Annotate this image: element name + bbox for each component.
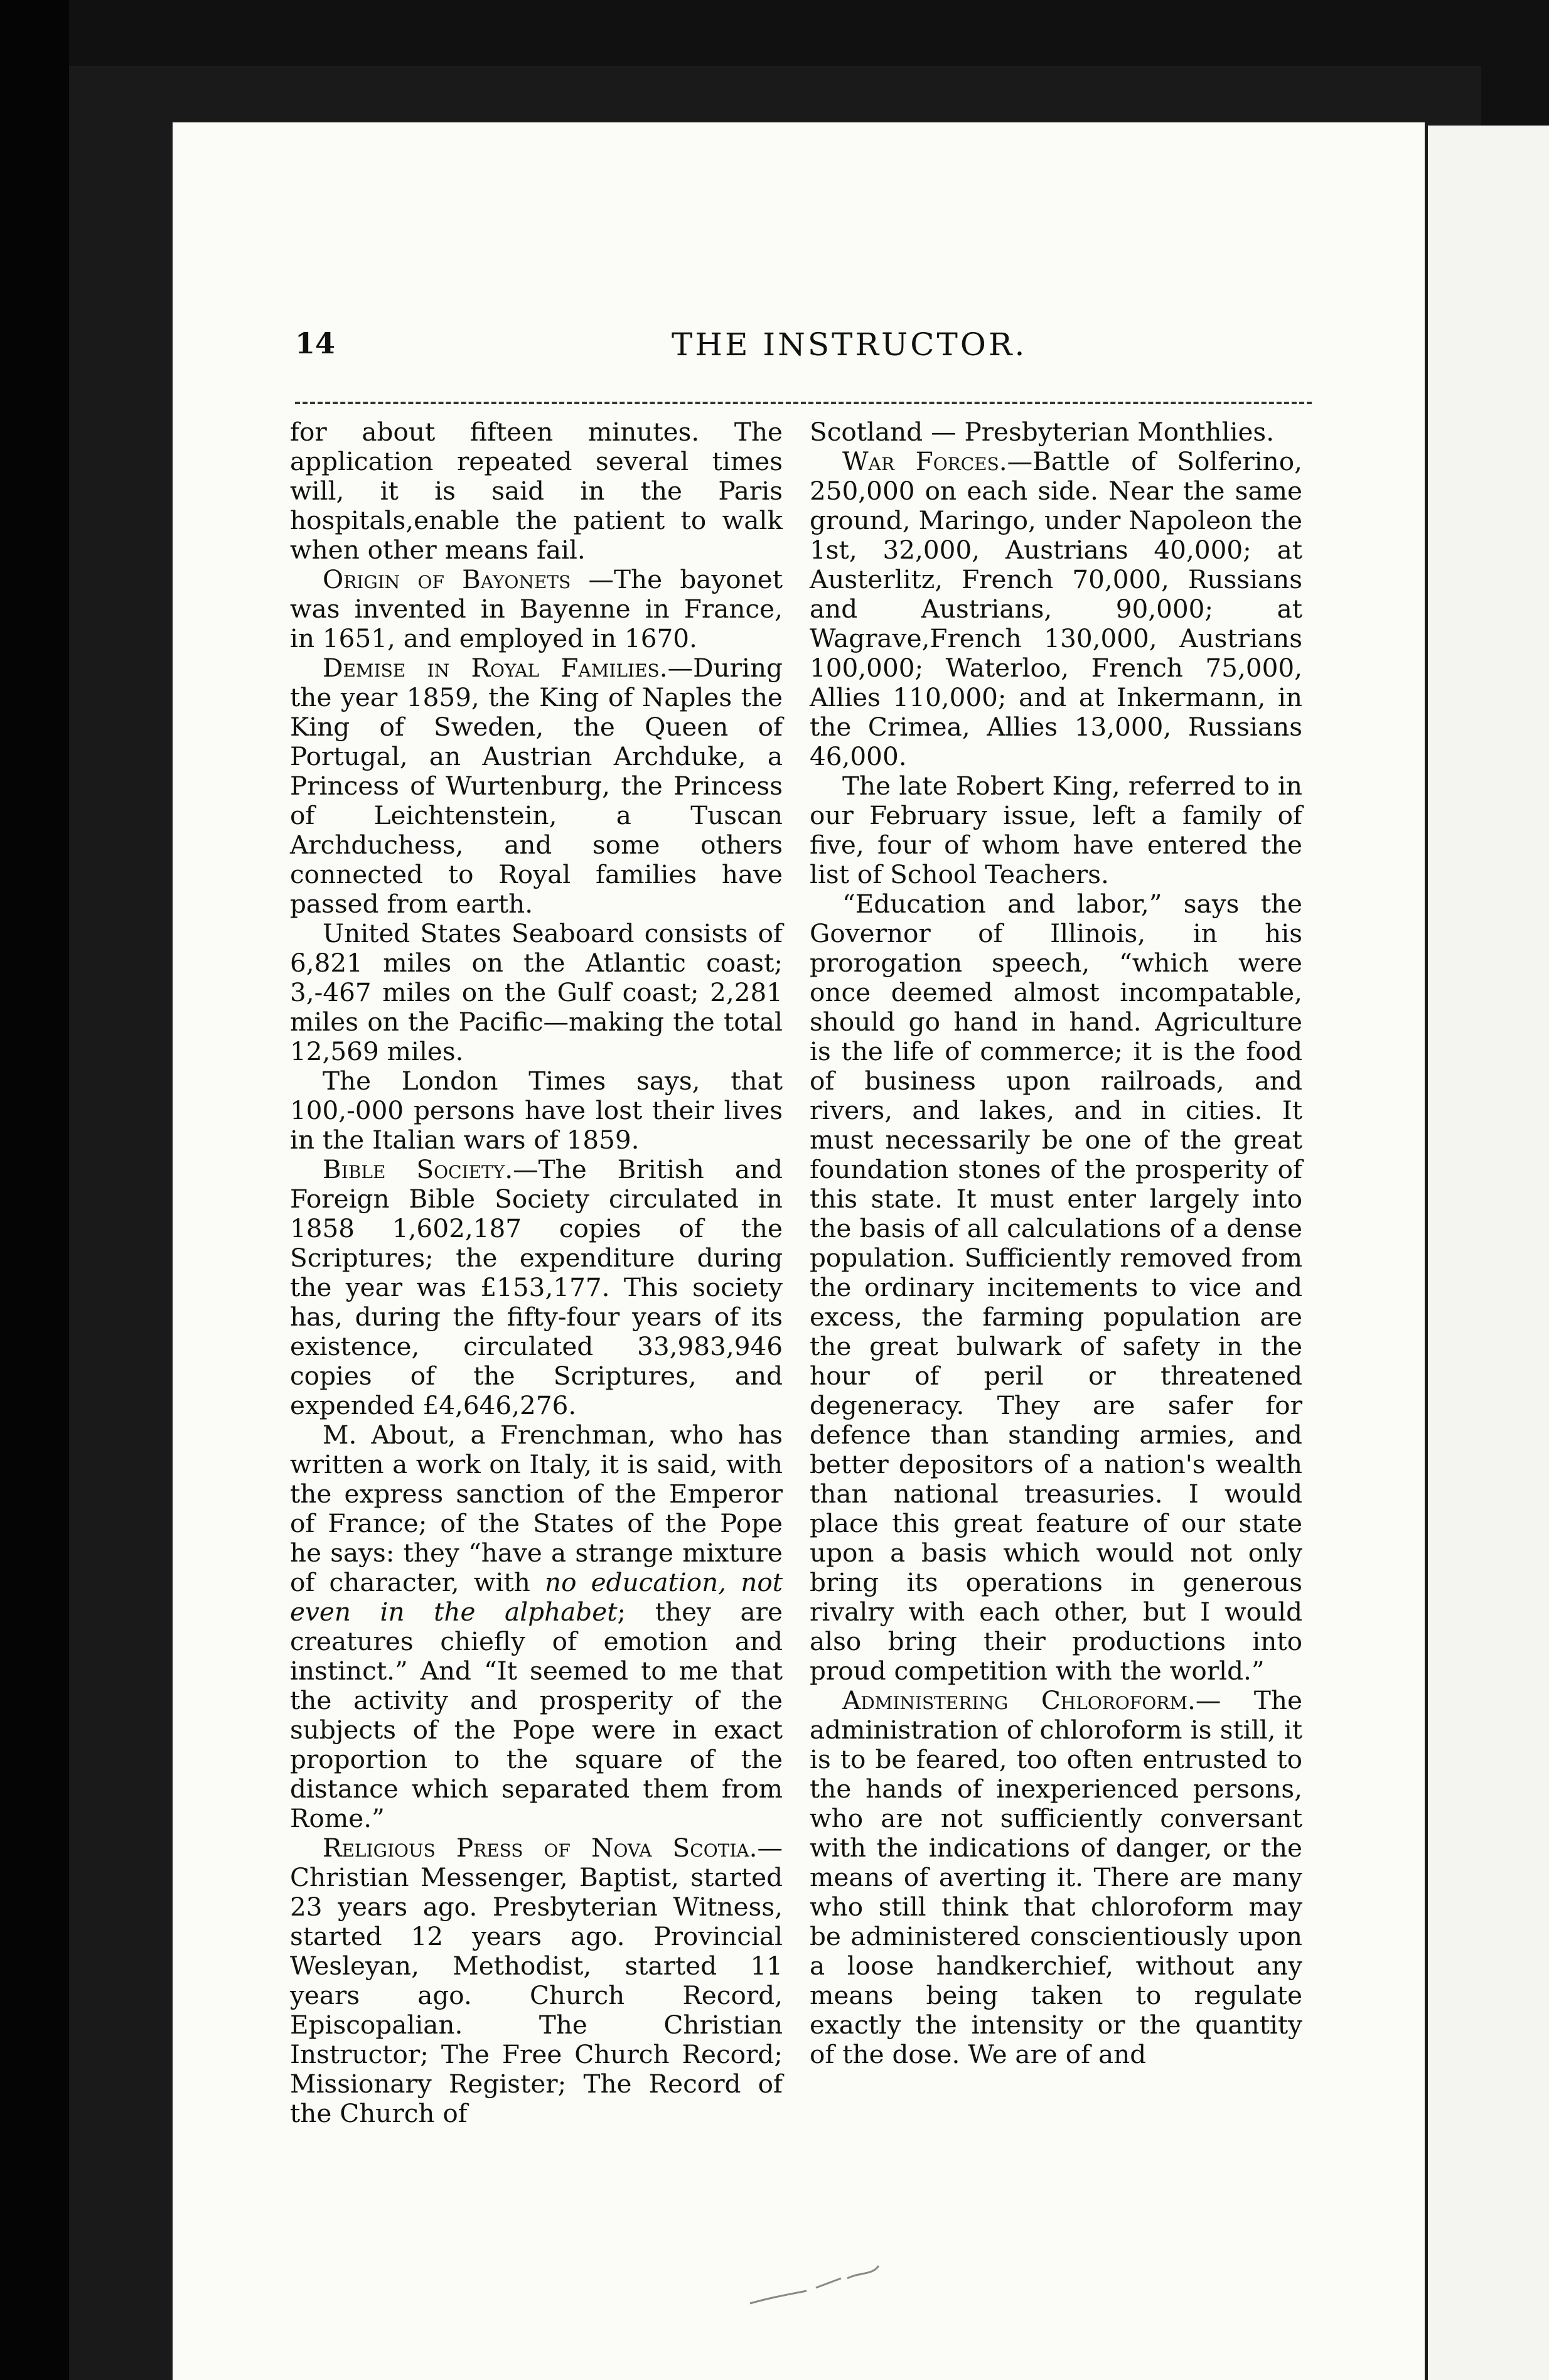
scan-left-shadow [0, 0, 69, 2380]
paragraph-text: The late Robert King, referred to in our February issue, left a family of five, four of whom have entered the list of School Teachers. [810, 771, 1302, 889]
paragraph-text: —The bayonet was invented in Bayenne in France, in 1651, and employed in 1670. [290, 564, 783, 653]
paragraph [290, 1420, 783, 1833]
paragraph-heading: War Forces. [842, 446, 1007, 476]
paragraph-text: “Education and labor,” says the Governor of Illinois, in his prorogation speech, “which were once deemed almost incompatable, should go hand in hand. Agriculture is the life of commerce; it is the food of business upon railroads, and rivers, and lakes, and in cities. It must necessarily be one of the great foundation stones of the prosperity of this state. It must enter largely into the basis of all calculations of a dense population. Sufficiently removed from the ordinary incitements to vice and excess, the farming population are the great bulwark of safety in the hour of peril or threatened degeneracy. They are safer for defence than standing armies, and better depositors of a nation's wealth than national treasuries. I would place this great feature of our state upon a basis which would not only bring its operations in generous rivalry with each other, but I would also bring their productions into proud competition with the world.” [810, 889, 1302, 1686]
paragraph [810, 771, 1302, 889]
paragraph [290, 653, 783, 919]
right-column [810, 417, 1302, 2069]
header-rule [295, 402, 1312, 404]
paragraph-text: — The administration of chloroform is still, it is to be feared, too often entrusted to the hands of inexperienced persons, who are not sufficiently conversant with the indications of danger, or the means of averting it. There are many who still think that chloroform may be administered conscientiously upon a loose handkerchief, without any means being taken to regulate exactly the intensity or the quantity of the dose. We are of and [810, 1685, 1302, 2069]
paragraph [810, 447, 1302, 771]
paragraph-heading: Origin of Bayonets [323, 564, 571, 594]
page-number: 14 [295, 326, 336, 360]
paragraph-text: —Battle of Solferino, 250,000 on each side. Near the same ground, Maringo, under Napoleon the 1st, 32,000, Austrians 40,000; at Austerlitz, French 70,000, Russians and Austrians, 90,000; at Wagrave,French 130,000, Austrians 100,000; Waterloo, French 75,000, Allies 110,000; and at Inkermann, in the Crimea, Allies 13,000, Russians 46,000. [810, 446, 1302, 771]
paragraph-text: for about fifteen minutes. The application repeated several times will, it is said in the Paris hospitals,enable the patient to walk when other means fail. [290, 417, 783, 565]
page-header [295, 326, 1312, 383]
paragraph [810, 417, 1302, 447]
paragraph-text: —The British and Foreign Bible Society circulated in 1858 1,602,187 copies of the Scriptures; the expenditure during the year was £153,177. This society has, during the fifty-four years of its existence, circulated 33,983,946 copies of the Scriptures, and expended £4,646,276. [290, 1154, 783, 1420]
paragraph [810, 889, 1302, 1686]
paragraph [290, 1066, 783, 1155]
adjacent-page-edge [1428, 126, 1549, 2380]
paragraph-text: —During the year 1859, the King of Naples the King of Sweden, the Queen of Portugal, an Austrian Archduke, a Princess of Wurtenburg, the Princess of Leichtenstein, a Tuscan Archduchess, and some others connected to Royal families have passed from earth. [290, 653, 783, 919]
paragraph-text: —Christian Messenger, Baptist, started 23 years ago. Presbyterian Witness, started 12 years ago. Provincial Wesleyan, Methodist, started 11 years ago. Church Record, Episcopalian. The Christian Instructor; The Free Church Record; Missionary Register; The Record of the Church of [290, 1833, 783, 2128]
paragraph [290, 919, 783, 1066]
running-title: THE INSTRUCTOR. [672, 326, 1027, 363]
paragraph-heading: Demise in Royal Families. [323, 653, 668, 683]
paragraph [290, 417, 783, 565]
paragraph [810, 1686, 1302, 2069]
paragraph [290, 1833, 783, 2128]
paragraph-heading: Bible Society. [323, 1154, 513, 1184]
paragraph [290, 565, 783, 653]
paragraph-heading: Administering Chloroform. [842, 1685, 1196, 1715]
paragraph-text: ; they are creatures chiefly of emotion and instinct.” And “It seemed to me that the activity and prosperity of the subjects of the Pope were in exact proportion to the square of the distance which separated them from Rome.” [290, 1597, 783, 1833]
left-column [290, 417, 783, 2128]
paragraph-text: The London Times says, that 100,-000 persons have lost their lives in the Italian wars of 1859. [290, 1066, 783, 1155]
paragraph-text: Scotland — Presbyterian Monthlies. [810, 417, 1275, 447]
paragraph-text: M. About, a Frenchman, who has written a work on Italy, it is said, with the express sanction of the Emperor of France; of the States of the Pope he says: they “have a strange mixture of character, with [290, 1420, 783, 1597]
italic-text: no education, not even in the alphabet [290, 1567, 783, 1627]
paragraph-heading: Religious Press of Nova Scotia. [323, 1833, 758, 1863]
pencil-mark-icon [747, 2259, 898, 2310]
paragraph [290, 1155, 783, 1420]
paragraph-text: United States Seaboard consists of 6,821 miles on the Atlantic coast; 3,-467 miles on the Gulf coast; 2,281 miles on the Pacific—making the total 12,569 miles. [290, 918, 783, 1066]
